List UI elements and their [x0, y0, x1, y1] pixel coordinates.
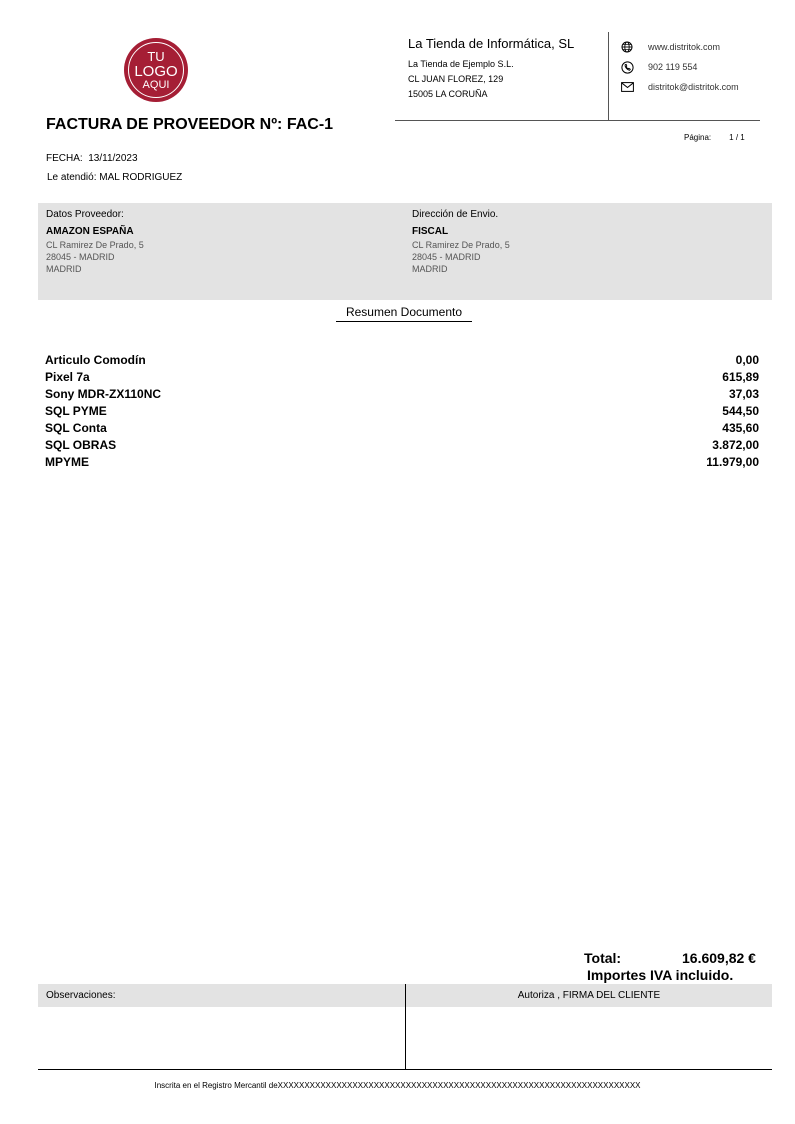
- list-item: [45, 369, 759, 386]
- company-city: 15005 LA CORUÑA: [408, 89, 488, 99]
- list-item: [45, 454, 759, 471]
- page-label: Página:: [684, 133, 712, 142]
- invoice-date: [46, 153, 138, 164]
- attended-label: Le atendió:: [47, 172, 97, 183]
- supplier-city: 28045 - MADRID: [46, 252, 115, 262]
- item-amount: 3.872,00: [712, 438, 759, 452]
- mail-icon: [620, 80, 634, 94]
- company-logo: [124, 38, 188, 102]
- item-name: SQL PYME: [45, 404, 107, 418]
- item-name: SQL OBRAS: [45, 438, 117, 452]
- supplier-block: [46, 209, 144, 275]
- item-amount: 615,89: [722, 370, 759, 384]
- page-value: 1 / 1: [729, 133, 745, 142]
- item-amount: 0,00: [735, 353, 759, 367]
- date-value: 13/11/2023: [88, 153, 138, 164]
- company-name: La Tienda de Informática, SL: [408, 36, 575, 51]
- item-amount: 435,60: [722, 421, 759, 435]
- attended-value: MAL RODRIGUEZ: [99, 172, 183, 183]
- signature-label: Autoriza , FIRMA DEL CLIENTE: [517, 990, 661, 1001]
- list-item: [45, 420, 759, 437]
- logo-text-line3: AQUI: [142, 78, 170, 91]
- supplier-header: Datos Proveedor:: [46, 209, 124, 220]
- attended-by: [47, 172, 182, 183]
- supplier-province: MADRID: [46, 264, 82, 274]
- list-item: [45, 352, 759, 369]
- tax-note: Importes IVA incluido.: [587, 967, 734, 983]
- item-name: Sony MDR-ZX110NC: [45, 387, 162, 401]
- item-name: Pixel 7a: [45, 370, 90, 384]
- shipping-address: CL Ramirez De Prado, 5: [412, 240, 510, 250]
- contact-phone-row: [620, 57, 739, 77]
- contact-email-row: [620, 77, 739, 97]
- shipping-block: [412, 209, 510, 275]
- shipping-name: FISCAL: [412, 226, 449, 237]
- invoice-title: FACTURA DE PROVEEDOR Nº: FAC-1: [46, 116, 334, 133]
- contact-website[interactable]: www.distritok.com: [648, 42, 721, 52]
- header-divider-vertical: [608, 32, 609, 120]
- list-item: [45, 437, 759, 454]
- header-divider-horizontal: [395, 120, 760, 121]
- phone-icon: [620, 60, 634, 74]
- page-indicator: [684, 133, 745, 142]
- company-legal-name: La Tienda de Ejemplo S.L.: [408, 59, 514, 69]
- shipping-province: MADRID: [412, 264, 448, 274]
- observations-label: Observaciones:: [46, 990, 116, 1001]
- item-amount: 11.979,00: [706, 455, 759, 469]
- item-name: MPYME: [45, 455, 90, 469]
- item-name: SQL Conta: [45, 421, 107, 435]
- registry-note: Inscrita en el Registro Mercantil deXXXXXXXXXXXXXXXXXXXXXXXXXXXXXXXXXXXXXXXXXXXXXXXXXXXXXXXXXXXXXXXXXXXX: [154, 1081, 641, 1090]
- summary-items: [45, 352, 759, 471]
- supplier-address: CL Ramirez De Prado, 5: [46, 240, 144, 250]
- logo-text-line1: TU: [147, 48, 165, 64]
- contact-email[interactable]: distritok@distritok.com: [648, 82, 739, 92]
- item-name: Articulo Comodín: [45, 353, 146, 367]
- supplier-name: AMAZON ESPAÑA: [46, 226, 134, 237]
- company-info: [408, 36, 574, 102]
- footer-divider-horizontal: [38, 1069, 772, 1070]
- list-item: [45, 403, 759, 420]
- logo-text-line2: LOGO: [134, 62, 178, 80]
- contact-info: [620, 37, 739, 97]
- shipping-city: 28045 - MADRID: [412, 252, 481, 262]
- globe-icon: [620, 40, 634, 54]
- item-amount: 37,03: [728, 387, 759, 401]
- item-amount: 544,50: [722, 404, 759, 418]
- footer-divider-vertical: [405, 984, 406, 1070]
- contact-website-row: [620, 37, 739, 57]
- date-label: FECHA:: [46, 153, 83, 164]
- total-label: Total:: [584, 950, 622, 966]
- company-address: CL JUAN FLOREZ, 129: [408, 74, 504, 84]
- contact-phone: 902 119 554: [648, 62, 698, 72]
- summary-title: Resumen Documento: [336, 305, 472, 322]
- total-value: 16.609,82 €: [682, 950, 756, 966]
- shipping-header: Dirección de Envio.: [412, 209, 499, 220]
- list-item: [45, 386, 759, 403]
- address-panel: [38, 203, 772, 300]
